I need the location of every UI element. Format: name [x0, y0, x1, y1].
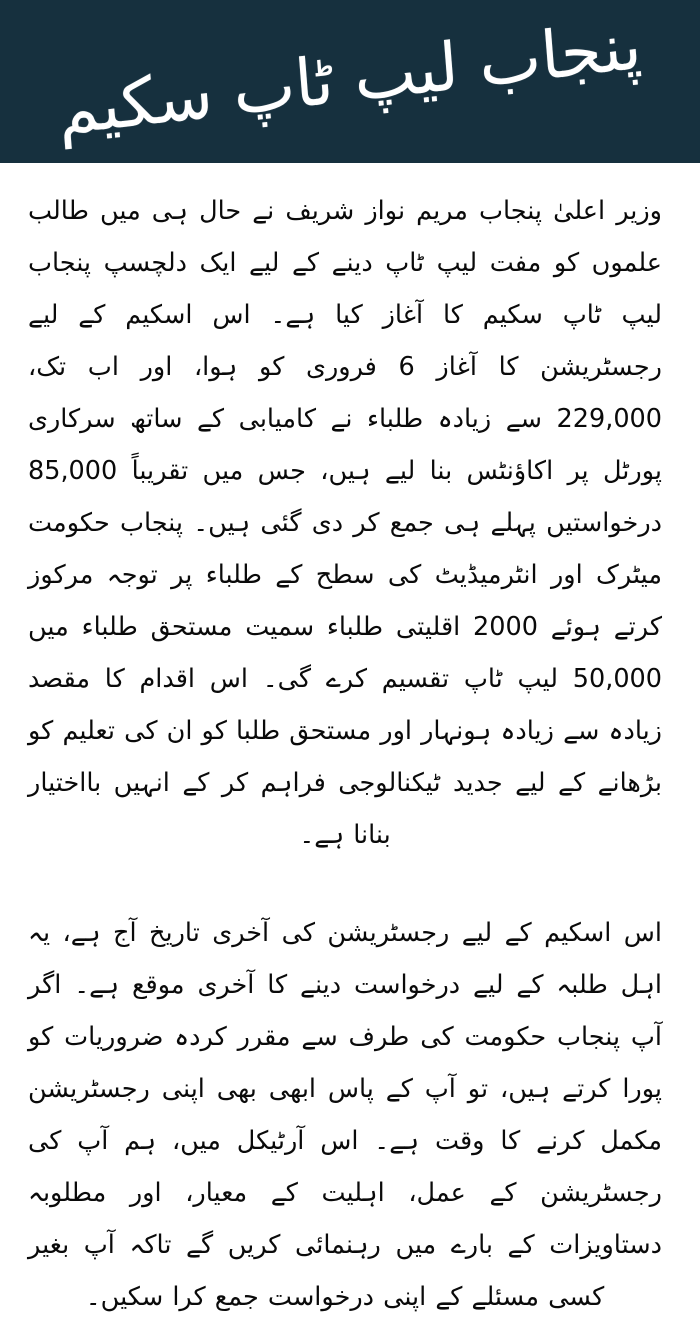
article-body [0, 163, 700, 1333]
page-title: پنجاب لیپ ٹاپ سکیم [55, 7, 645, 151]
article-paragraph-2: اس اسکیم کے لیے رجسٹریشن کی آخری تاریخ آج ہے، یہ اہل طلبہ کے لیے درخواست دینے کا آخری موقع ہے۔ اگر آپ پنجاب حکومت کی طرف سے مقرر کردہ ضروریات کو پورا کرتے ہیں، تو آپ کے پاس ابھی بھی اپنی رجسٹریشن مکمل کرنے کا وقت ہے۔ اس آرٹیکل میں، ہم آپ کی رجسٹریشن کے عمل، اہلیت کے معیار، اور مطلوبہ دستاویزات کے بارے میں رہنمائی کریں گے تاکہ آپ بغیر کسی مسئلے کے اپنی درخواست جمع کرا سکیں۔ [28, 918, 662, 1312]
header-banner [0, 0, 700, 163]
article-paragraph-1: وزیر اعلیٰ پنجاب مریم نواز شریف نے حال ہی میں طالب علموں کو مفت لیپ ٹاپ دینے کے لیے ایک دلچسپ پنجاب لیپ ٹاپ سکیم کا آغاز کیا ہے۔ اس اسکیم کے لیے رجسٹریشن کا آغاز 6 فروری کو ہوا، اور اب تک، 229,000 سے زیادہ طلباء نے کامیابی کے ساتھ سرکاری پورٹل پر اکاؤنٹس بنا لیے ہیں، جس میں تقریباً 85,000 درخواستیں پہلے ہی جمع کر دی گئی ہیں۔ پنجاب حکومت میٹرک اور انٹرمیڈیٹ کی سطح کے طلباء پر توجہ مرکوز کرتے ہوئے 2000 اقلیتی طلباء سمیت مستحق طلباء میں 50,000 لیپ ٹاپ تقسیم کرے گی۔ اس اقدام کا مقصد زیادہ سے زیادہ ہونہار اور مستحق طلبا کو ان کی تعلیم کو بڑھانے کے لیے جدید ٹیکنالوجی فراہم کر کے انہیں بااختیار بنانا ہے۔ [28, 196, 662, 850]
